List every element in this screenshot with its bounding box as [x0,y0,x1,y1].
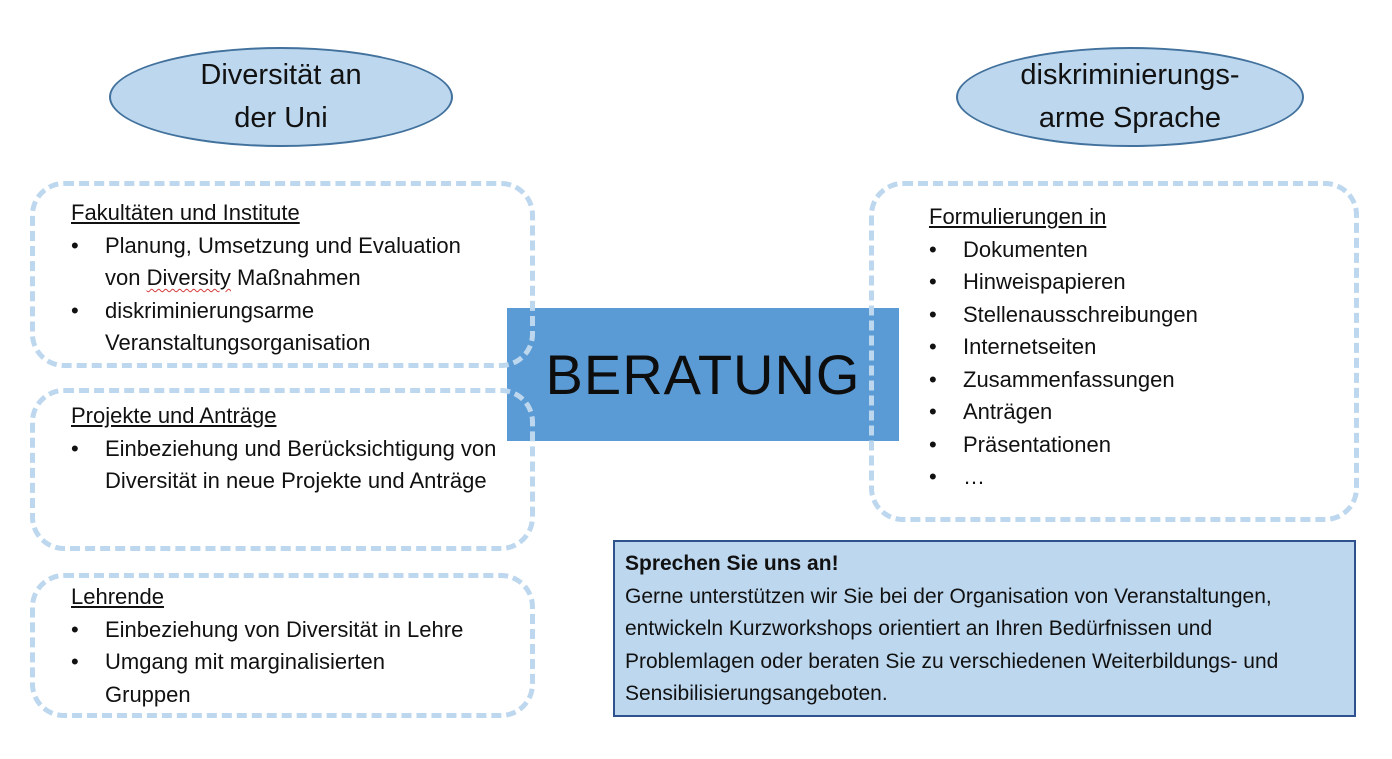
spellcheck-flagged-word: Diversity [146,265,231,290]
contact-title: Sprechen Sie uns an! [625,552,839,575]
ellipse-left-line2: der Uni [234,102,328,134]
projects-item-1: • Einbeziehung und Berücksichtigung von Diversität in neue Projekte und Anträge [71,433,511,498]
center-consulting-box [507,308,899,441]
formulations-item: • Hinweispapieren [929,266,1329,299]
ellipse-right-line1: diskriminierungs- [1020,59,1240,91]
teachers-heading: Lehrende [71,584,164,609]
section-formulations [929,201,1329,494]
formulations-item: • Präsentationen [929,429,1329,462]
contact-body: Gerne unterstützen wir Sie bei der Organisation von Veranstaltungen, entwickeln Kurzworkshops orientiert an Ihren Bedürfnissen und Problemlagen oder beraten Sie zu verschiedenen Weiterbildungs- und Sensibilisierungsangeboten. [625,584,1279,705]
section-projects [71,400,511,498]
formulations-item: • Internetseiten [929,331,1329,364]
ellipse-diversity-at-university [109,47,453,147]
projects-heading: Projekte und Anträge [71,403,277,428]
faculties-heading: Fakultäten und Institute [71,200,300,225]
formulations-heading: Formulierungen in [929,204,1107,229]
faculties-item-2: • diskriminierungsarme Veranstaltungsorganisation [71,295,521,360]
section-faculties [71,197,521,360]
ellipse-right-line2: arme Sprache [1038,102,1222,134]
center-label: BERATUNG [545,343,861,406]
faculties-item-1: • Planung, Umsetzung und Evaluation von Diversity Maßnahmen [71,230,521,295]
teachers-item-1: • Einbeziehung von Diversität in Lehre [71,614,521,647]
contact-callout-box [613,540,1356,717]
formulations-item: • Anträgen [929,396,1329,429]
ellipse-discrimination-sensitive-language [956,47,1304,147]
teachers-item-2: • Umgang mit marginalisierten Gruppen [71,646,435,711]
formulations-item: • Stellenausschreibungen [929,299,1329,332]
formulations-item: • Dokumenten [929,234,1329,267]
section-teachers [71,581,521,711]
formulations-item: • Zusammenfassungen [929,364,1329,397]
formulations-item: • … [929,461,1329,494]
ellipse-left-line1: Diversität an [200,59,362,91]
